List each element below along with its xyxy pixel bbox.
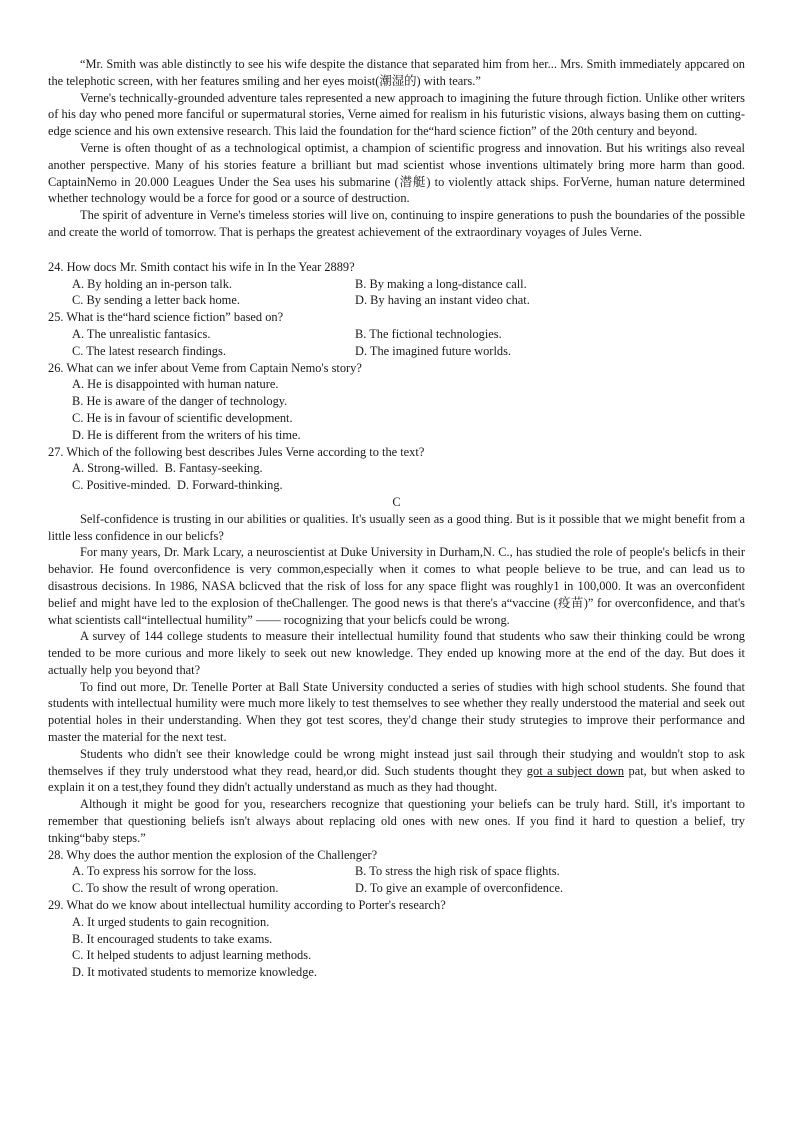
question-stem: 29. What do we know about intellectual humility according to Porter's research?	[48, 898, 446, 913]
option-row	[48, 276, 745, 293]
question-stem: 28. Why does the author mention the explosion of the Challenger?	[48, 847, 378, 862]
option-row	[48, 326, 745, 343]
section-c-heading: C	[392, 494, 401, 509]
passage-b-paragraph-4: The spirit of adventure in Verne's timeless stories will live on, continuing to inspire generations to push the boundaries of the possible and create the world of tomorrow. That is perhaps the greatest achievement of the extraordinary voyages of Jules Verne.	[48, 208, 745, 239]
passage-c-paragraph-5	[48, 746, 745, 796]
question-stem: 27. Which of the following best describes Jules Verne according to the text?	[48, 444, 425, 459]
passage-c-paragraph-2: For many years, Dr. Mark Lcary, a neuroscientist at Duke University in Durham,N. C., has studied the role of people's belicfs in their behavior. He found overconfidence is very common,especially when it comes to what people believe to be true, and can lead us to disastrous decisions. In 1986, NASA bclicved that the risk of loss for any space flight was roughly1 in 100,000. It was an overconfident belief and might have led to the explosion of theChallenger. The good news is that there's a“vaccine (疫苗)” for overconfidence, and that's what scientists call“intellectual humility” —— rocognizing that your belicfs could be wrong.	[48, 545, 745, 627]
option-a[interactable]: A. He is disappointed with human nature.	[72, 377, 279, 392]
underlined-phrase: got a subject down	[526, 763, 625, 778]
option-d[interactable]: D. By having an instant video chat.	[355, 293, 530, 308]
option-row	[48, 880, 745, 897]
question-stem: 25. What is the“hard science fiction” based on?	[48, 310, 284, 325]
passage-b-paragraph-2: Verne's technically-grounded adventure tales represented a new approach to imagining the future through fiction. Unlike other writers of his day who pened more fanciful or supermatural stories, Verne aimed for realism in his futuristic visions, always basing them on cutting-edge science and his own extensive research. This laid the foundation for the“hard science fiction” of the 20th century and beyond.	[48, 90, 745, 139]
paragraph-text: Students who didn't see their knowledge could be wrong might instead just sail through their studying and wouldn't stop to ask themselves if they truly understood what they read, heard,or did. Such students thought they	[48, 746, 745, 778]
option-row	[48, 863, 745, 880]
option-a[interactable]: A. It urged students to gain recognition.	[72, 914, 270, 929]
question-28	[48, 847, 745, 897]
question-stem: 24. How docs Mr. Smith contact his wife in In the Year 2889?	[48, 259, 355, 274]
option-c[interactable]: C. The latest research findings.	[72, 343, 226, 358]
option-c[interactable]: C. He is in favour of scientific development.	[72, 410, 293, 425]
option-b[interactable]: B. The fictional technologies.	[355, 326, 502, 341]
option-d[interactable]: D. He is different from the writers of his time.	[72, 427, 301, 442]
option-d[interactable]: D. The imagined future worlds.	[355, 343, 511, 358]
question-26	[48, 360, 745, 444]
option-b[interactable]: B. He is aware of the danger of technology.	[72, 394, 288, 409]
option-d[interactable]: D. To give an example of overconfidence.	[355, 881, 564, 896]
question-29	[48, 897, 745, 981]
question-stem: 26. What can we infer about Veme from Captain Nemo's story?	[48, 360, 362, 375]
passage-c-paragraph-4: To find out more, Dr. Tenelle Porter at Ball State University conducted a series of studies with high school students. She found that students with intellectual humility were much more likely to test themselves to see whether they really understood the material and seek out potential holes in their understanding. When they got test scores, they'd change their study strutegies to improve their performance and master the material for the next test.	[48, 679, 745, 745]
option-b[interactable]: B. By making a long-distance call.	[355, 276, 527, 291]
option-a[interactable]: A. By holding an in-person talk.	[72, 276, 233, 291]
question-27	[48, 444, 745, 494]
option-a[interactable]: A. To express his sorrow for the loss.	[72, 864, 257, 879]
option-row	[48, 343, 745, 360]
option-c[interactable]: C. To show the result of wrong operation.	[72, 881, 279, 896]
paragraph-text: pat, but when asked to explain it on a test,they found they didn't actually understand as much as they had thought.	[48, 763, 745, 795]
question-24	[48, 259, 745, 309]
option-row	[48, 292, 745, 309]
passage-c-paragraph-1: Self-confidence is trusting in our abilities or qualities. It's usually seen as a good thing. But is it possible that we might benefit from a little less confidence in our belicfs?	[48, 511, 745, 543]
question-25	[48, 309, 745, 359]
option-row-cd[interactable]: C. Positive-minded. D. Forward-thinking.	[72, 478, 283, 493]
passage-c-paragraph-6: Although it might be good for you, researchers recognize that questioning your beliefs can be truly hard. Still, it's important to remember that questioning beliefs isn't always about replacing old ones with new ones. If you find it hard to question a belief, try tnking“baby steps.”	[48, 797, 745, 845]
spacer	[48, 241, 745, 259]
option-c[interactable]: C. By sending a letter back home.	[72, 293, 240, 308]
option-c[interactable]: C. It helped students to adjust learning methods.	[72, 948, 312, 963]
option-row-ab[interactable]: A. Strong-willed. B. Fantasy-seeking.	[72, 461, 263, 476]
option-b[interactable]: B. To stress the high risk of space flights.	[355, 864, 560, 879]
passage-b-paragraph-1: “Mr. Smith was able distinctly to see his wife despite the distance that separated him from her... Mrs. Smith immediately appcared on the telephotic screen, with her features smiling and her eyes moist(潮湿的) with tears.”	[48, 57, 745, 88]
option-d[interactable]: D. It motivated students to memorize knowledge.	[72, 965, 318, 980]
option-b[interactable]: B. It encouraged students to take exams.	[72, 931, 273, 946]
passage-b-paragraph-3: Verne is often thought of as a technological optimist, a champion of scientific progress and innovation. But his writings also reveal another perspective. Many of his stories feature a brilliant but mad scientist whose inventions ultimately bring more harm than good. CaptainNemo in 20.000 Leagues Under the Sea uses his submarine (潜艇) to violently attack ships. ForVerne, human nature determined whether technology would be a force for good or a source of destruction.	[48, 140, 745, 206]
passage-c-paragraph-3: A survey of 144 college students to measure their intellectual humility found that students who saw their thinking could be wrong tended to be more curious and more likely to seek out new knowledge. They ended up knowing more at the end of the day. But does it actually help you beyond that?	[48, 629, 745, 677]
option-a[interactable]: A. The unrealistic fantasics.	[72, 326, 211, 341]
